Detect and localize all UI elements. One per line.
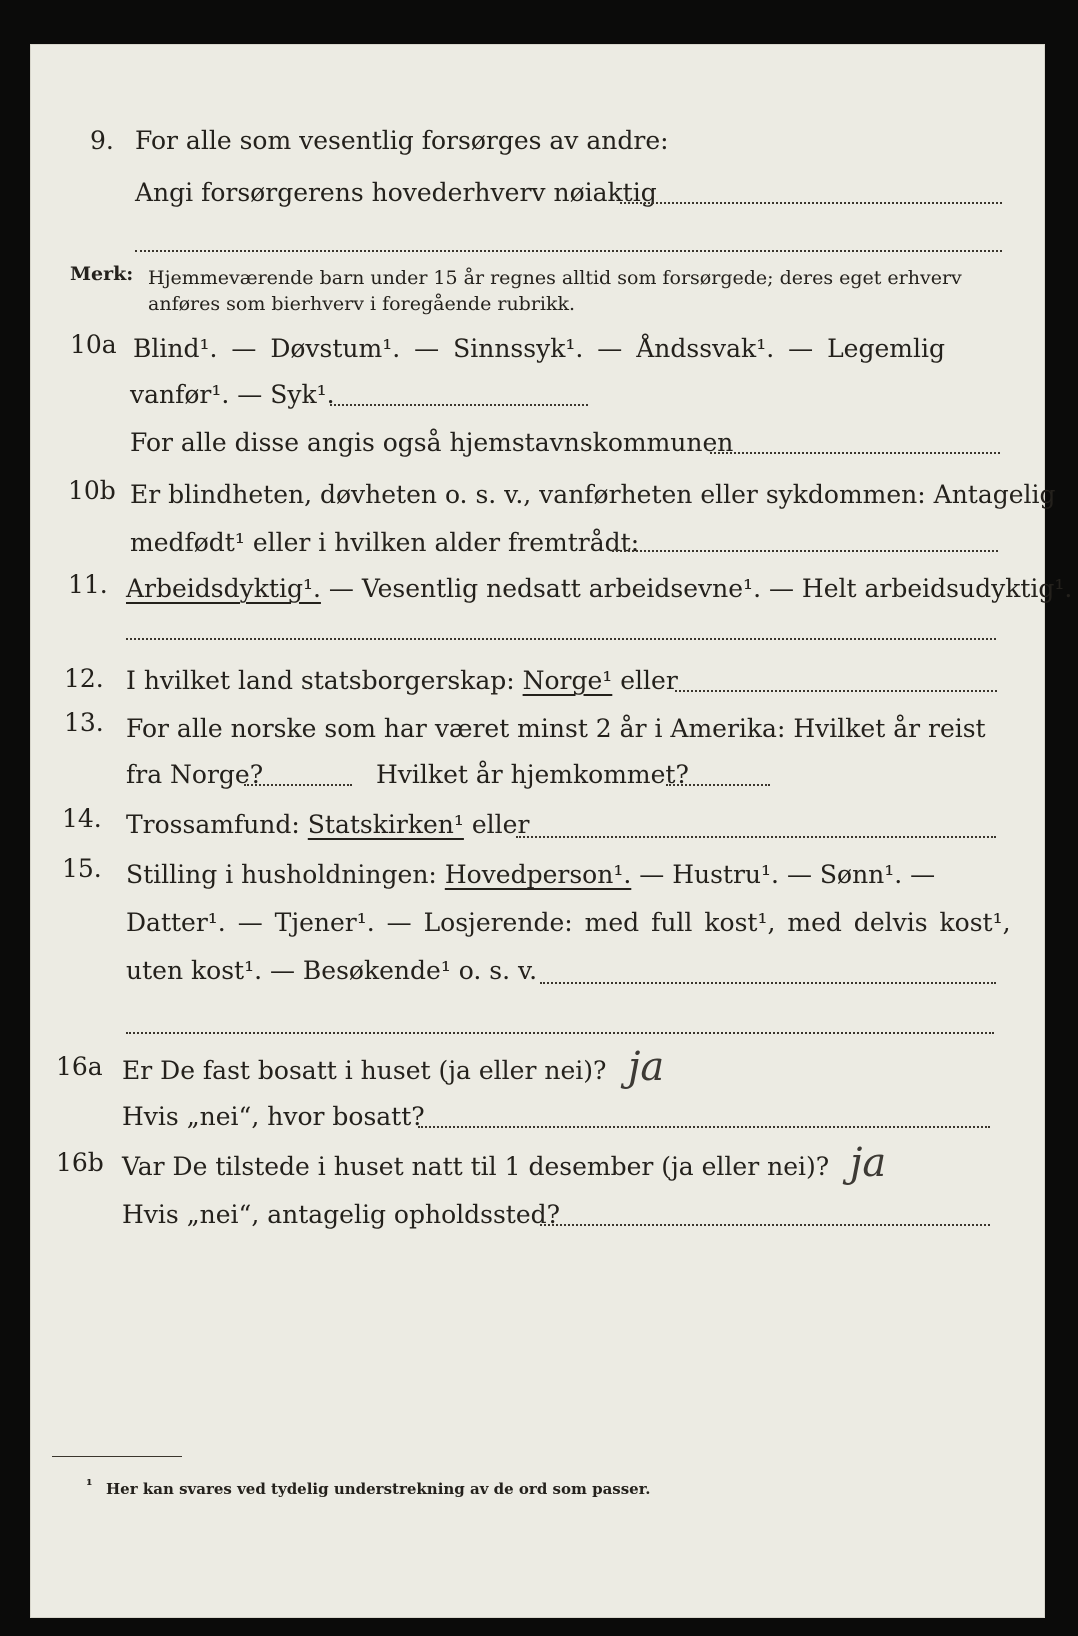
footnote-rule	[52, 1456, 182, 1457]
footnote-mark: ¹	[86, 1476, 93, 1494]
q12-line	[126, 666, 678, 696]
q11-number: 11.	[68, 570, 108, 599]
q13-line2b: Hvilket år hjemkommet?	[376, 760, 689, 789]
footnote-text: Her kan svares ved tydelig understrekning av de ord som passer.	[106, 1480, 651, 1498]
q12-number: 12.	[64, 664, 104, 693]
q14-text: Trossamfund:	[126, 810, 300, 839]
q11-rest: — Vesentlig nedsatt arbeidsevne¹. — Helt arbeidsudyktig¹.	[328, 574, 1073, 603]
q10b-line2: medfødt¹ eller i hvilken alder fremtrådt:	[130, 528, 640, 557]
q11-underlined: Arbeidsdyktig¹.	[126, 574, 321, 603]
q15-underlined: Hovedperson¹.	[444, 860, 632, 889]
q15-line2: Datter¹. — Tjener¹. — Losjerende: med full kost¹, med delvis kost¹,	[126, 908, 1011, 937]
q16b-line1: Var De tilstede i huset natt til 1 desember (ja eller nei)?	[122, 1152, 830, 1181]
q16a-line2: Hvis „nei“, hvor bosatt?	[122, 1102, 425, 1131]
q14-post: eller	[471, 810, 530, 839]
q10a-syk-line[interactable]	[330, 404, 588, 406]
q12-post: eller	[620, 666, 678, 695]
q14-line	[126, 810, 529, 840]
q15-line3: uten kost¹. — Besøkende¹ o. s. v.	[126, 956, 538, 985]
q10b-number: 10b	[68, 476, 116, 505]
q10a-line2: vanfør¹. — Syk¹.	[130, 380, 335, 409]
q15-number: 15.	[62, 854, 102, 883]
q16a-number: 16a	[56, 1052, 103, 1081]
q13-hjemkommet-line[interactable]	[666, 784, 770, 786]
q16b-answer-line[interactable]	[540, 1224, 990, 1226]
merk-line1: Hjemmeværende barn under 15 år regnes alltid som forsørgede; deres eget erhverv	[148, 267, 962, 289]
q10a-number: 10a	[70, 330, 117, 359]
q16a-answer-line[interactable]	[418, 1126, 990, 1128]
merk-line2: anføres som bierhverv i foregående rubrikk.	[148, 293, 576, 315]
q16b-handwritten-answer: ja	[850, 1140, 887, 1186]
q10b-line1: Er blindheten, døvheten o. s. v., vanførheten eller sykdommen: Antagelig	[130, 480, 1056, 509]
q15-answer-line-2[interactable]	[126, 1032, 994, 1034]
q14-number: 14.	[62, 804, 102, 833]
q15-line1	[126, 860, 935, 890]
q13-reist-line[interactable]	[244, 784, 352, 786]
q9-answer-line-2[interactable]	[135, 250, 1002, 252]
q15-text: Stilling i husholdningen:	[126, 860, 437, 889]
q11-line	[126, 574, 1072, 604]
q14-underlined: Statskirken¹	[307, 810, 464, 839]
q13-line2a: fra Norge?	[126, 760, 264, 789]
q16b-number: 16b	[56, 1148, 104, 1177]
q16a-handwritten-answer: ja	[628, 1044, 665, 1090]
q11-answer-line[interactable]	[126, 638, 996, 640]
q9-number: 9.	[90, 126, 114, 155]
q15-answer-line[interactable]	[540, 982, 996, 984]
q16a-line1: Er De fast bosatt i huset (ja eller nei)?	[122, 1056, 607, 1085]
q14-answer-line[interactable]	[516, 836, 996, 838]
q9-line2: Angi forsørgerens hovederhverv nøiaktig	[135, 178, 657, 207]
q10a-line3: For alle disse angis også hjemstavnskommunen	[130, 428, 734, 457]
q12-text: I hvilket land statsborgerskap:	[126, 666, 515, 695]
q10b-answer-line[interactable]	[612, 550, 998, 552]
q16b-line2: Hvis „nei“, antagelig opholdssted?	[122, 1200, 561, 1229]
q10a-kommune-line[interactable]	[710, 452, 1000, 454]
q12-underlined: Norge¹	[522, 666, 613, 695]
q9-line1: For alle som vesentlig forsørges av andre:	[135, 126, 669, 155]
merk-label: Merk:	[70, 263, 134, 285]
q12-answer-line[interactable]	[675, 690, 997, 692]
q13-number: 13.	[64, 708, 104, 737]
q10a-line1: Blind¹. — Døvstum¹. — Sinnssyk¹. — Åndssvak¹. — Legemlig	[133, 334, 945, 363]
q9-answer-line[interactable]	[620, 202, 1002, 204]
q13-line1: For alle norske som har været minst 2 år i Amerika: Hvilket år reist	[126, 714, 986, 743]
q15-post: — Hustru¹. — Sønn¹. —	[639, 860, 936, 889]
census-form-page	[30, 44, 1073, 1618]
